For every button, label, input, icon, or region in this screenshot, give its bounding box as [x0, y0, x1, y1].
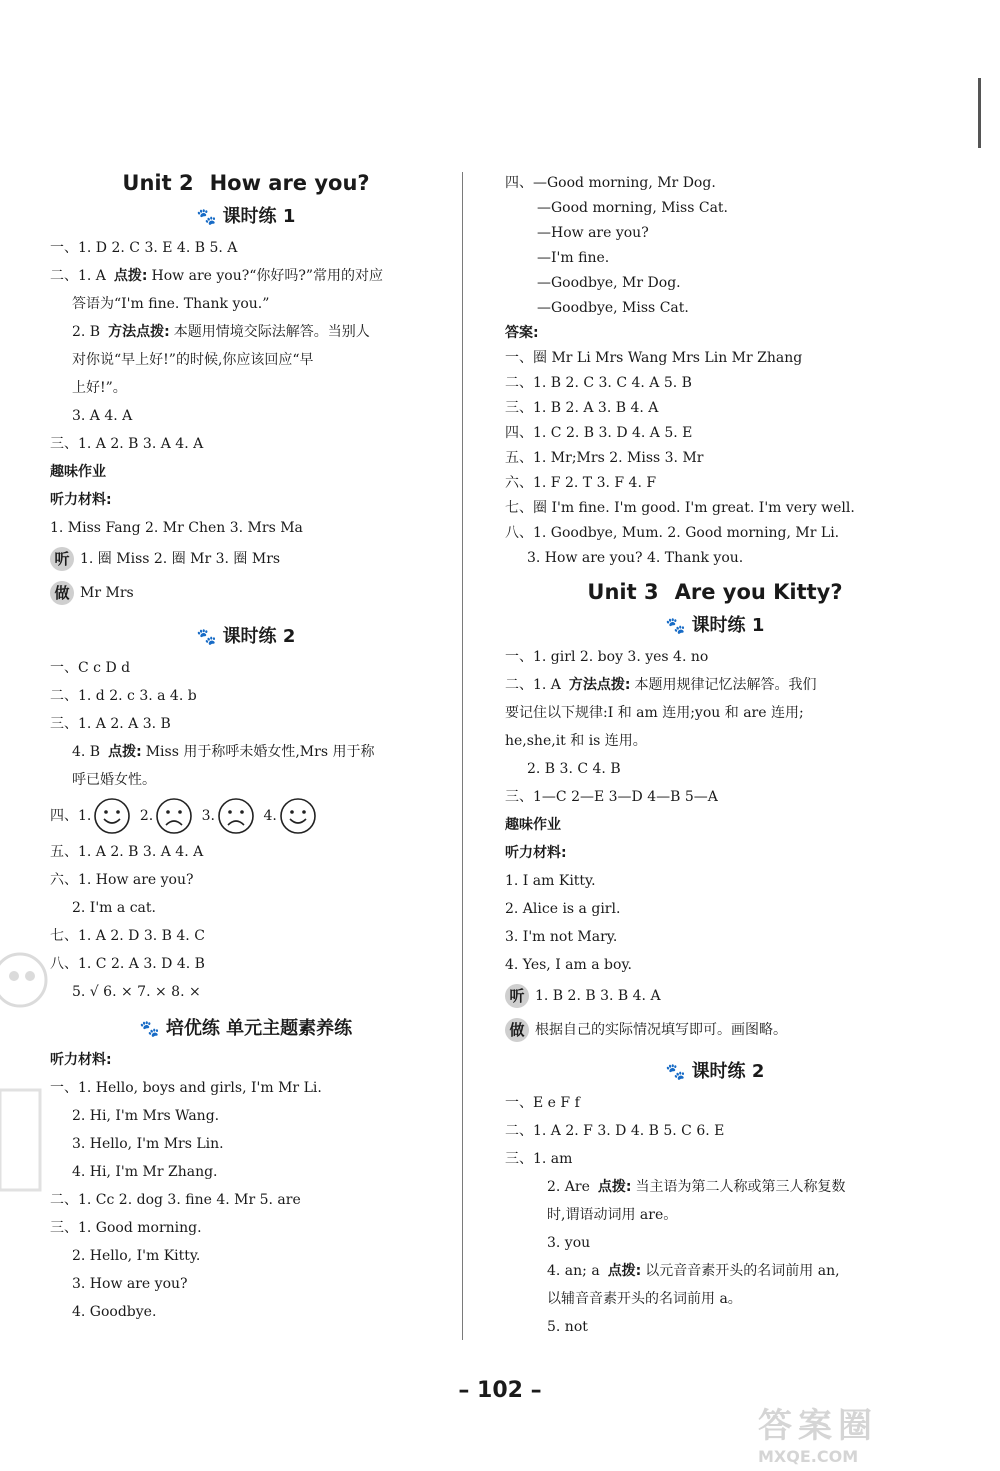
answer-line: he,she,it 和 is 连用。 — [505, 733, 647, 749]
answer-line: 3. Hello, I'm Mrs Lin. — [72, 1136, 224, 1152]
answer-line: 六、1. F 2. T 3. F 4. F — [505, 475, 657, 491]
dialogue-line: 四、—Good morning, Mr Dog. — [505, 175, 716, 191]
answer-line: 八、1. C 2. A 3. D 4. B — [50, 956, 205, 972]
answer-line: 3. you — [547, 1235, 591, 1251]
column-divider — [462, 172, 463, 1340]
paw-icon: 🐾 — [665, 1062, 686, 1081]
answer-line: 七、圈 I'm fine. I'm good. I'm great. I'm very well. — [505, 500, 855, 516]
answer-line: 二、1. A 点拨: How are you?“你好吗?”常用的对应 — [50, 268, 384, 284]
dialogue-line: —Good morning, Miss Cat. — [537, 200, 728, 216]
answer-line: 做 根据自己的实际情况填写即可。画图略。 — [505, 1013, 925, 1047]
answer-line: 3. I'm not Mary. — [505, 929, 618, 945]
left-column — [50, 166, 442, 1326]
answer-line: 3. A 4. A — [72, 408, 133, 424]
paw-icon: 🐾 — [665, 616, 686, 635]
page-number: – 102 – — [458, 1378, 542, 1403]
answer-line: 上好!”。 — [72, 380, 127, 396]
section-title: 🐾 课时练 2 — [196, 626, 296, 647]
do-badge: 做 — [50, 581, 74, 605]
answer-line: 4. Hi, I'm Mr Zhang. — [72, 1164, 218, 1180]
dialogue-line: —I'm fine. — [537, 250, 610, 266]
answer-line: 三、1—C 2—E 3—D 4—B 5—A — [505, 789, 718, 805]
answer-line: 4. Goodbye. — [72, 1304, 157, 1320]
answer-line: 三、1. A 2. A 3. B — [50, 716, 171, 732]
answer-line: 听 1. 圈 Miss 2. 圈 Mr 3. 圈 Mrs — [50, 542, 442, 576]
answer-line: 4. B 点拨: Miss 用于称呼未婚女性,Mrs 用于称 — [72, 744, 375, 760]
corner-rule — [978, 78, 981, 148]
answer-line: 2. B 方法点拨: 本题用情境交际法解答。当别人 — [72, 324, 370, 340]
section-title: 🐾 培优练 单元主题素养练 — [139, 1018, 353, 1039]
answer-line: 六、1. How are you? — [50, 872, 194, 888]
answer-line: 2. B 3. C 4. B — [527, 761, 621, 777]
answer-line: 一、E e F f — [505, 1095, 580, 1111]
listening-heading: 听力材料: — [505, 845, 567, 861]
right-column — [505, 170, 925, 1341]
paw-icon: 🐾 — [139, 1019, 160, 1038]
smiley-happy-icon — [93, 797, 131, 835]
answer-line: 二、1. B 2. C 3. C 4. A 5. B — [505, 375, 692, 391]
answer-line: 四、1. C 2. B 3. D 4. A 5. E — [505, 425, 693, 441]
answer-line: 1. I am Kitty. — [505, 873, 596, 889]
section-title: 🐾 课时练 1 — [196, 206, 296, 227]
answer-line: 七、1. A 2. D 3. B 4. C — [50, 928, 205, 944]
answer-line: 二、1. Cc 2. dog 3. fine 4. Mr 5. are — [50, 1192, 301, 1208]
answer-line: 三、1. A 2. B 3. A 4. A — [50, 436, 204, 452]
answer-line: 3. How are you? — [72, 1276, 188, 1292]
answer-line: 1. Miss Fang 2. Mr Chen 3. Mrs Ma — [50, 520, 303, 536]
dialogue-line: —Goodbye, Mr Dog. — [537, 275, 681, 291]
smiley-sad-icon — [217, 797, 255, 835]
answer-line: 听 1. B 2. B 3. B 4. A — [505, 979, 925, 1013]
answer-line: 二、1. A 方法点拨: 本题用规律记忆法解答。我们 — [505, 677, 817, 693]
unit-2-title: Unit 2 How are you? — [122, 171, 370, 195]
answer-line: 五、1. Mr;Mrs 2. Miss 3. Mr — [505, 450, 704, 466]
dialogue-line: —Goodbye, Miss Cat. — [537, 300, 689, 316]
answer-line: 4. an; a 点拨: 以元音音素开头的名词前用 an, — [547, 1263, 840, 1279]
smiley-happy-icon — [279, 797, 317, 835]
answer-line: 二、1. d 2. c 3. a 4. b — [50, 688, 197, 704]
answers-heading: 答案: — [505, 325, 539, 341]
smiley-sad-icon — [155, 797, 193, 835]
answer-line: 三、1. Good morning. — [50, 1220, 202, 1236]
answer-line: 2. I'm a cat. — [72, 900, 156, 916]
answer-line: 三、1. am — [505, 1151, 573, 1167]
answer-line: 2. Are 点拨: 当主语为第二人称或第三人称复数 — [547, 1179, 846, 1195]
answer-line: 一、1. D 2. C 3. E 4. B 5. A — [50, 240, 238, 256]
section-title: 🐾 课时练 2 — [665, 1061, 765, 1082]
answer-line: 4. Yes, I am a boy. — [505, 957, 632, 973]
answer-line: 以辅音音素开头的名词前用 a。 — [547, 1291, 742, 1307]
paw-icon: 🐾 — [196, 627, 217, 646]
listen-badge: 听 — [50, 547, 74, 571]
answer-line: 2. Hi, I'm Mrs Wang. — [72, 1108, 220, 1124]
answer-line: 一、圈 Mr Li Mrs Wang Mrs Lin Mr Zhang — [505, 350, 803, 366]
listening-heading: 听力材料: — [50, 492, 112, 508]
answer-line: 5. √ 6. × 7. × 8. × — [72, 984, 201, 1000]
answer-line: 做 Mr Mrs — [50, 576, 442, 610]
paw-icon: 🐾 — [196, 207, 217, 226]
answer-line: 2. Hello, I'm Kitty. — [72, 1248, 201, 1264]
fun-homework-heading: 趣味作业 — [505, 817, 561, 833]
answer-line: 一、1. Hello, boys and girls, I'm Mr Li. — [50, 1080, 322, 1096]
answer-line: 答语为“I'm fine. Thank you.” — [72, 296, 270, 312]
answer-line: 5. not — [547, 1319, 588, 1335]
answer-line: 三、1. B 2. A 3. B 4. A — [505, 400, 659, 416]
answer-line: 时,谓语动词用 are。 — [547, 1207, 678, 1223]
unit-3-title: Unit 3 Are you Kitty? — [587, 580, 843, 604]
answer-line: 要记住以下规律:I 和 am 连用;you 和 are 连用; — [505, 705, 804, 721]
listening-heading: 听力材料: — [50, 1052, 112, 1068]
answer-line: 八、1. Goodbye, Mum. 2. Good morning, Mr Li. — [505, 525, 840, 541]
answer-line: 对你说“早上好!”的时候,你应该回应“早 — [72, 352, 314, 368]
answer-line: 五、1. A 2. B 3. A 4. A — [50, 844, 204, 860]
answer-line: 二、1. A 2. F 3. D 4. B 5. C 6. E — [505, 1123, 725, 1139]
answer-line: 呼已婚女性。 — [72, 772, 156, 788]
listen-badge: 听 — [505, 984, 529, 1008]
faces-answer-line: 四、1. 2. 3. 4. — [50, 794, 442, 838]
dialogue-line: —How are you? — [537, 225, 649, 241]
fun-homework-heading: 趣味作业 — [50, 464, 106, 480]
answer-line: 一、C c D d — [50, 660, 131, 676]
do-badge: 做 — [505, 1018, 529, 1042]
answer-line: 一、1. girl 2. boy 3. yes 4. no — [505, 649, 709, 665]
site-watermark: 答案圈 MXQE.COM — [758, 1406, 878, 1466]
section-title: 🐾 课时练 1 — [665, 615, 765, 636]
answer-line: 2. Alice is a girl. — [505, 901, 621, 917]
answer-line: 3. How are you? 4. Thank you. — [527, 550, 744, 566]
